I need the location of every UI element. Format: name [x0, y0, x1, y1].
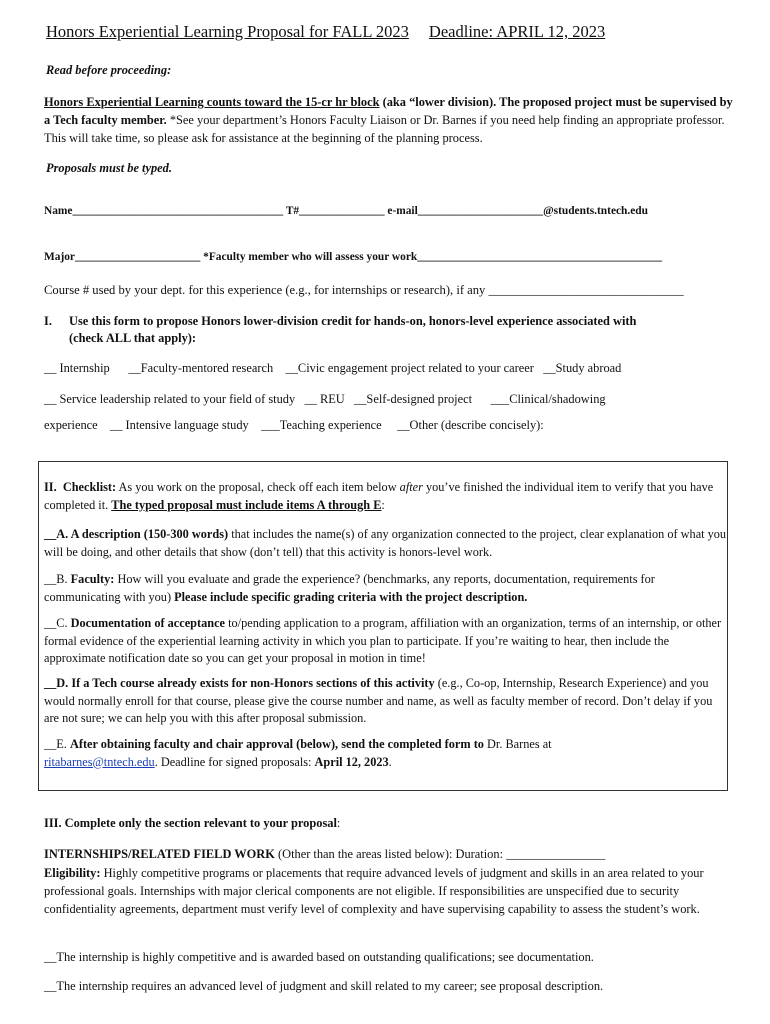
checklist-item-b[interactable] — [44, 571, 728, 606]
read-before-heading: Read before proceeding: — [46, 63, 172, 77]
section1-number: I. — [44, 314, 52, 328]
internship-duration[interactable]: (Other than the areas listed below): Duration: ________________ — [274, 847, 606, 861]
item-c-text: to/pending application to a program, affiliation with an organization, terms of an internship, or other formal evidence of the experiential learning activity in which you plan to participate. If you’re waiting to hear, then include the approximate notification date so you can get your proposal in motion in time! — [44, 616, 722, 665]
checklist-item-a[interactable] — [44, 526, 728, 561]
item-d-bold: __D. If a Tech course already exists for non-Honors sections of this activity — [44, 676, 435, 690]
course-field-line[interactable]: Course # used by your dept. for this experience (e.g., for internships or research), if any _______________________________ — [44, 283, 684, 297]
item-a-bold: __A. A description (150-300 words) — [44, 527, 229, 541]
section2-number: II. — [44, 480, 57, 494]
item-c-prefix: __C. — [44, 616, 71, 630]
email-link[interactable]: ritabarnes@tntech.edu — [44, 754, 155, 769]
experience-options-row2[interactable]: __ Service leadership related to your field of study __ REU __Self-designed project ___Clinical/shadowing — [44, 392, 606, 406]
experience-options-row1[interactable]: __ Internship __Faculty-mentored research __Civic engagement project related to your career __Study abroad — [44, 361, 622, 375]
name-field-line[interactable]: Name_____________________________________ T#_______________ e-mail______________________@students.tntech.edu — [44, 205, 648, 217]
deadline-label: Deadline — [428, 22, 489, 41]
section3-heading — [44, 815, 340, 832]
checklist-text-b: you’ve finished the individual item to verify that you have completed it. — [44, 480, 714, 512]
item-b-text: How will you evaluate and grade the experience? (benchmarks, any reports, documentation, requirements for communicating with you) — [44, 572, 655, 604]
item-a-text: that includes the name(s) of any organization connected to the project, clear explanation of what you will be doing, and other details that show (don’t tell) that this activity is honors-level work. — [44, 527, 727, 559]
item-e-prefix: __E. — [44, 737, 70, 751]
item-e-text: Dr. Barnes at — [483, 737, 552, 751]
page-title — [46, 22, 605, 42]
checklist-italic: after — [399, 480, 423, 494]
eligibility-label: Eligibility: — [44, 866, 101, 880]
checklist-item-e[interactable] — [44, 736, 728, 771]
internship-check-1[interactable]: __The internship is highly competitive and is awarded based on outstanding qualifications; see documentation. — [44, 950, 594, 964]
section3-heading-text: III. Complete only the section relevant to your proposal — [44, 816, 337, 830]
eligibility-text: Highly competitive programs or placements that require advanced levels of judgment and skills in an area related to your professional goals. Internships with major clerical components are not eligible. If responsibilities are unspecified due to security confidentiality agreements, department must verify level of complexity and have supervising capability to assess the student’s work. — [44, 866, 704, 916]
checklist-end: : — [381, 497, 385, 512]
intro-underlined: Honors Experiential Learning counts toward the 15-cr hr block — [44, 95, 380, 109]
checklist-item-c[interactable] — [44, 615, 728, 668]
internship-check-2[interactable]: __The internship requires an advanced level of judgment and skill related to my career; see proposal description. — [44, 979, 604, 993]
internship-heading-line — [44, 846, 605, 863]
item-e-end: . — [388, 754, 392, 769]
internship-heading: INTERNSHIPS/RELATED FIELD WORK — [44, 847, 275, 861]
experience-options-row3[interactable]: experience __ Intensive language study ___Teaching experience __Other (describe concisely): — [44, 418, 544, 432]
item-c-bold: Documentation of acceptance — [70, 616, 226, 630]
deadline-value: : APRIL 12, 2023 — [488, 22, 606, 41]
section1-heading: Use this form to propose Honors lower-division credit for hands-on, honors-level experience associated with — [69, 314, 637, 328]
form-title: Honors Experiential Learning Proposal for FALL 2023 — [46, 22, 409, 41]
item-b-bold: Faculty: — [70, 572, 115, 586]
checklist-intro — [44, 479, 728, 514]
typed-note: Proposals must be typed. — [46, 161, 172, 175]
checklist-label: Checklist: — [62, 480, 117, 494]
item-b-bold2: Please include specific grading criteria with the project description. — [174, 589, 528, 604]
intro-bold: (aka “lower division). The proposed project must be supervised by a Tech faculty member. — [44, 95, 733, 127]
item-e-deadline: . Deadline for signed proposals: — [154, 754, 315, 769]
section1-heading-line2: (check ALL that apply): — [69, 331, 197, 345]
eligibility-paragraph — [44, 864, 728, 918]
checklist-text-a: As you work on the proposal, check off each item below — [116, 480, 400, 494]
item-b-prefix: __B. — [44, 572, 71, 586]
item-d-text: (e.g., Co-op, Internship, Research Experience) and you would normally enroll for that course, please give the course number and name, as well as faculty member of record. Don’t delay if you are not sure; we can help you with this after proposal submission. — [44, 676, 713, 725]
intro-paragraph — [44, 93, 734, 147]
item-e-bold: After obtaining faculty and chair approval (below), send the completed form to — [69, 737, 484, 751]
item-e-date: April 12, 2023 — [314, 754, 389, 769]
checklist-underlined: The typed proposal must include items A through E — [111, 497, 382, 512]
section3-heading-end: : — [336, 816, 341, 830]
checklist-item-d[interactable] — [44, 675, 728, 728]
intro-rest: *See your department’s Honors Faculty Liaison or Dr. Barnes if you need help finding an appropriate professor. This will take time, so please ask for assistance at the beginning of the planning process. — [44, 113, 725, 145]
major-field-line[interactable]: Major______________________ *Faculty member who will assess your work___________________________________________ — [44, 251, 663, 263]
